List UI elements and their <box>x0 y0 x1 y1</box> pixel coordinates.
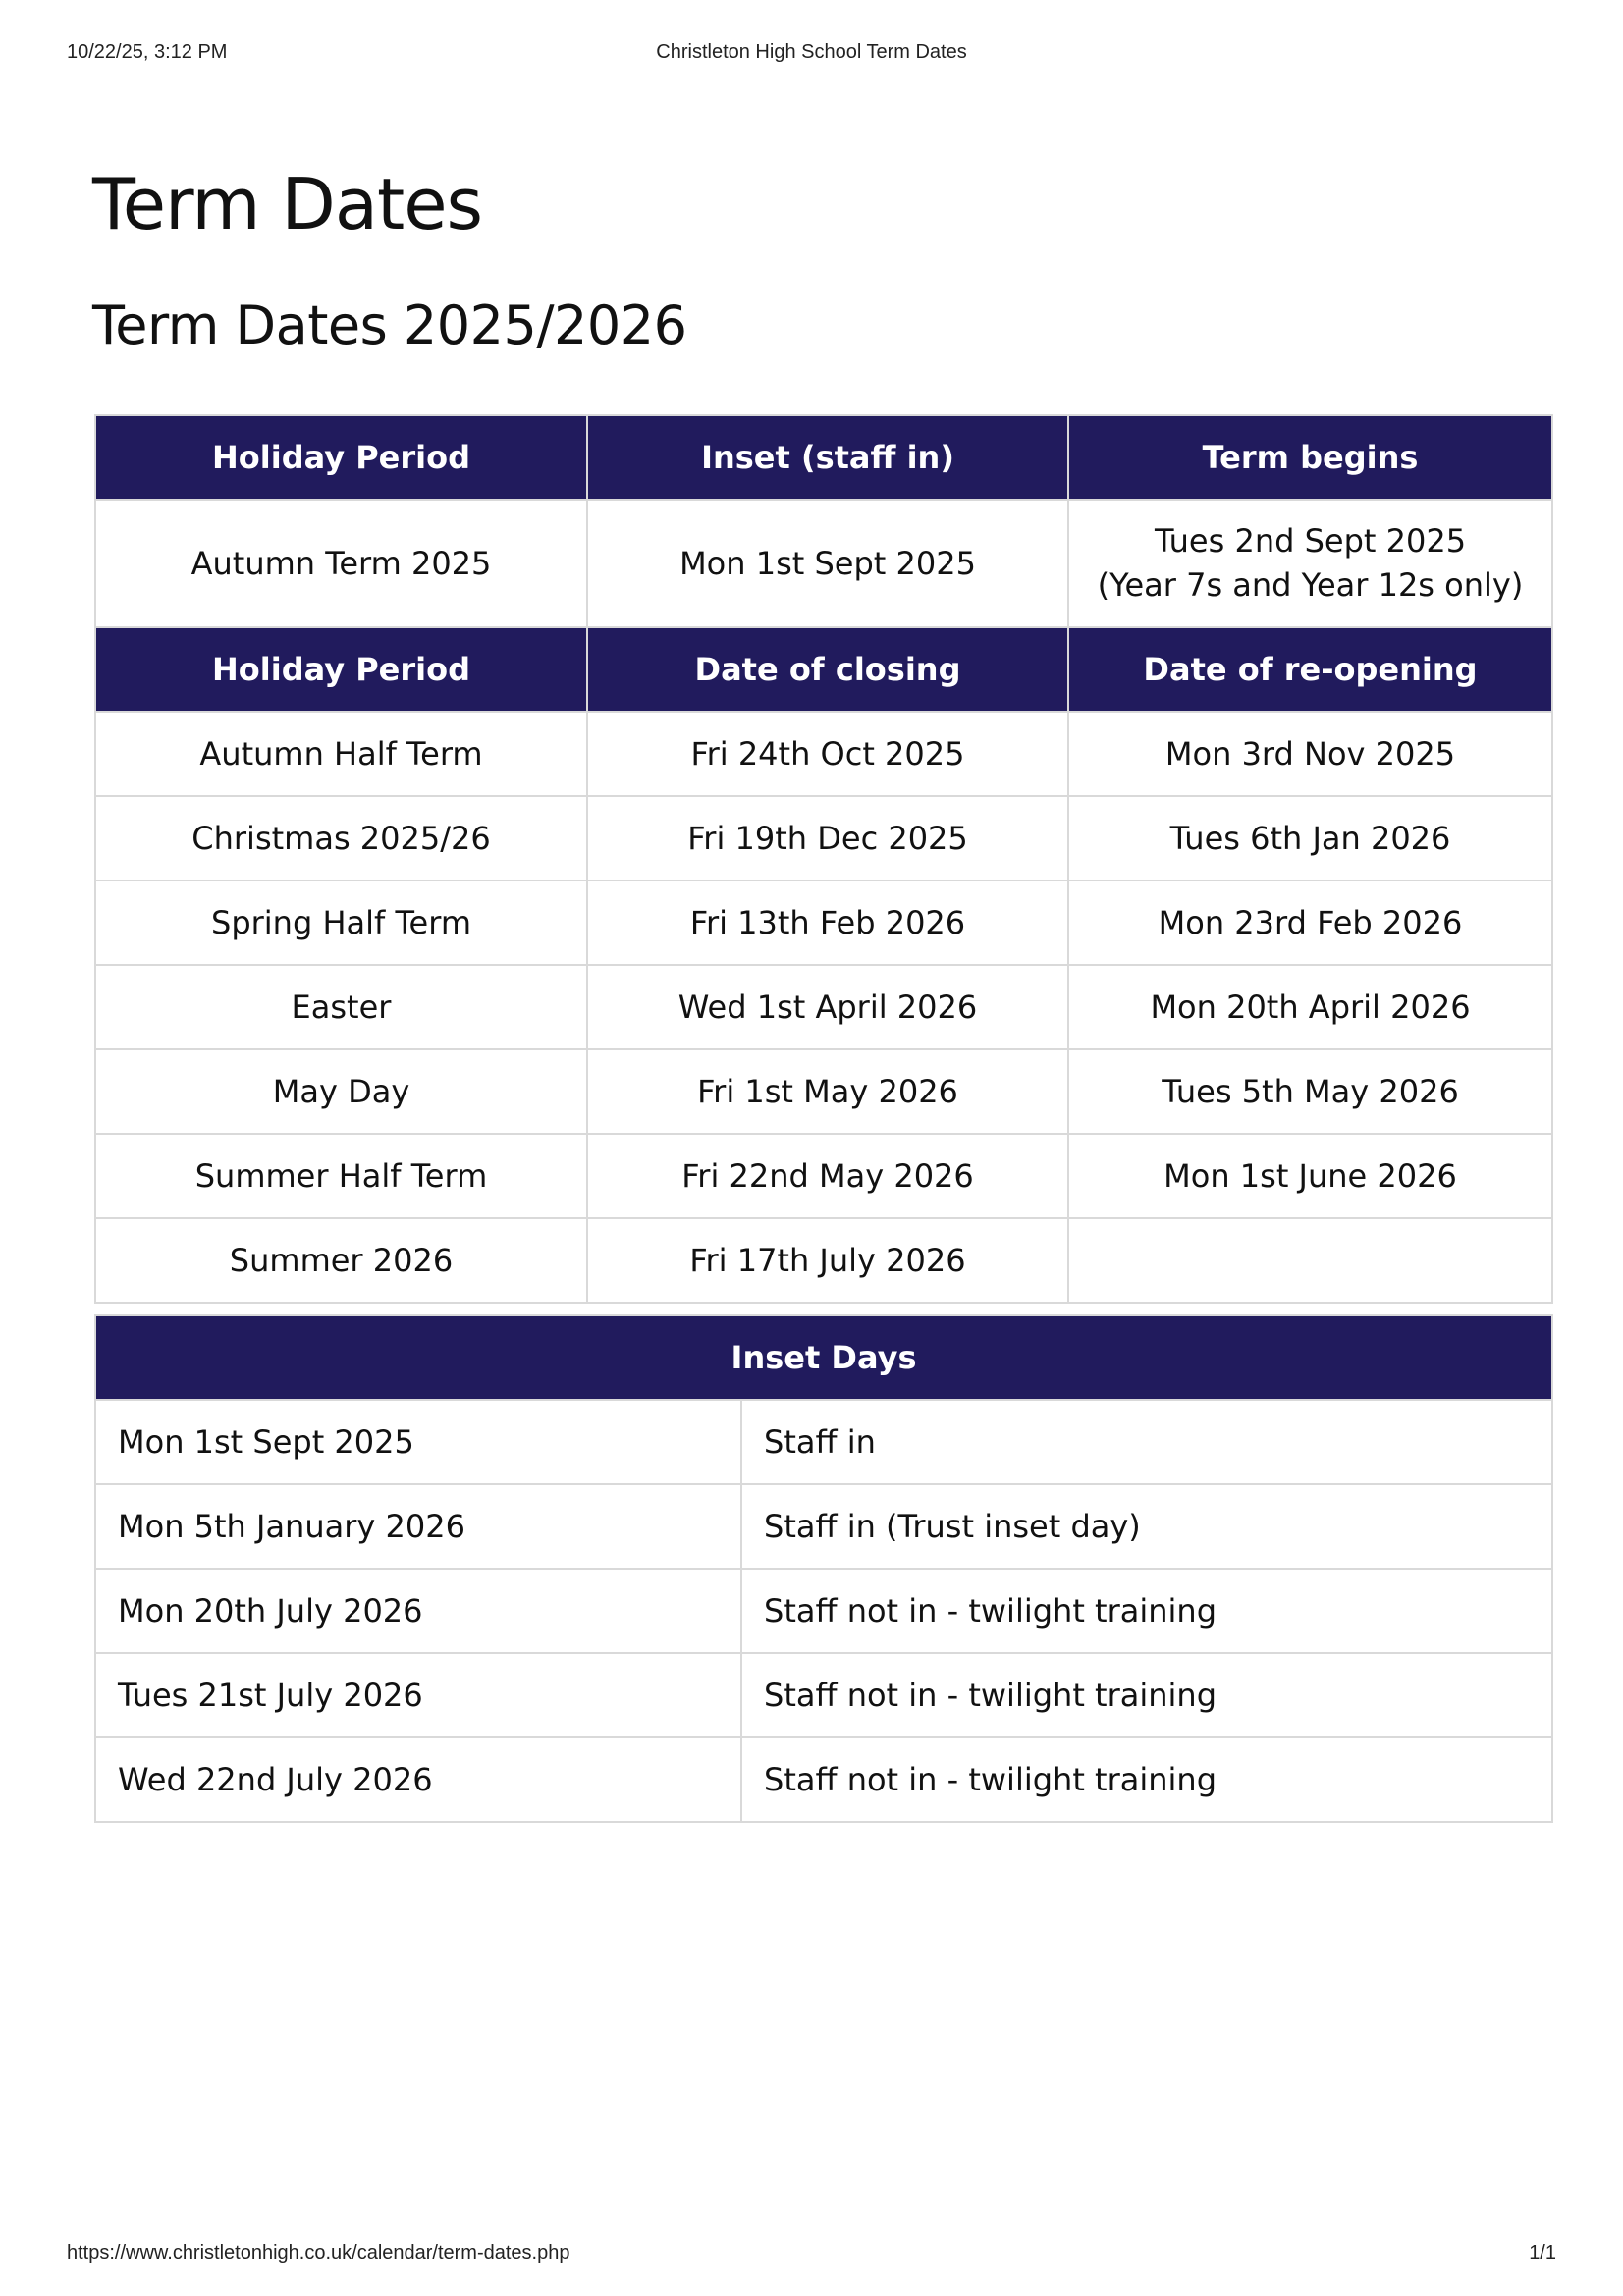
column-header-date-of-closing: Date of closing <box>587 627 1068 712</box>
table-cell-inset-date: Mon 20th July 2026 <box>95 1569 741 1653</box>
table-row <box>95 1737 1552 1822</box>
section-title: Term Dates 2025/2026 <box>92 294 687 356</box>
table-header-row <box>95 627 1552 712</box>
table-cell-period: Summer 2026 <box>95 1218 587 1303</box>
table-cell-inset-date: Tues 21st July 2026 <box>95 1653 741 1737</box>
table-cell-period: May Day <box>95 1049 587 1134</box>
table-cell-period: Spring Half Term <box>95 881 587 965</box>
table-cell-reopening: Mon 1st June 2026 <box>1068 1134 1552 1218</box>
table-row <box>95 712 1552 796</box>
table-cell-inset: Mon 1st Sept 2025 <box>587 500 1068 627</box>
table-cell-inset-note: Staff not in - twilight training <box>741 1653 1552 1737</box>
column-header-inset-staff-in: Inset (staff in) <box>587 415 1068 500</box>
table-cell-closing: Fri 17th July 2026 <box>587 1218 1068 1303</box>
print-datetime: 10/22/25, 3:12 PM <box>67 41 228 63</box>
table-cell-period: Summer Half Term <box>95 1134 587 1218</box>
table-cell-closing: Fri 22nd May 2026 <box>587 1134 1068 1218</box>
table-cell-inset-note: Staff in (Trust inset day) <box>741 1484 1552 1569</box>
table-header-row <box>95 1315 1552 1400</box>
column-header-inset-days: Inset Days <box>95 1315 1552 1400</box>
page-url: https://www.christletonhigh.co.uk/calendar/term-dates.php <box>67 2242 570 2264</box>
table-row <box>95 1218 1552 1303</box>
page-number: 1/1 <box>1529 2242 1556 2264</box>
table-row <box>95 1400 1552 1484</box>
table-row <box>95 796 1552 881</box>
table-row <box>95 1484 1552 1569</box>
column-header-date-of-reopening: Date of re-opening <box>1068 627 1552 712</box>
table-cell-reopening: Tues 5th May 2026 <box>1068 1049 1552 1134</box>
table-cell-period: Autumn Term 2025 <box>95 500 587 627</box>
term-begins-note: (Year 7s and Year 12s only) <box>1097 566 1524 604</box>
table-cell-closing: Fri 19th Dec 2025 <box>587 796 1068 881</box>
table-row <box>95 1569 1552 1653</box>
table-cell-inset-note: Staff in <box>741 1400 1552 1484</box>
print-header <box>0 41 1623 71</box>
table-cell-closing: Wed 1st April 2026 <box>587 965 1068 1049</box>
column-header-holiday-period: Holiday Period <box>95 415 587 500</box>
table-header-row <box>95 415 1552 500</box>
table-cell-inset-date: Mon 5th January 2026 <box>95 1484 741 1569</box>
column-header-holiday-period: Holiday Period <box>95 627 587 712</box>
print-page-title: Christleton High School Term Dates <box>656 41 967 63</box>
table-row <box>95 500 1552 627</box>
table-row <box>95 1134 1552 1218</box>
table-row <box>95 1049 1552 1134</box>
table-cell-period: Easter <box>95 965 587 1049</box>
page-title: Term Dates <box>92 163 483 245</box>
table-cell-reopening: Mon 3rd Nov 2025 <box>1068 712 1552 796</box>
table-cell-reopening: Tues 6th Jan 2026 <box>1068 796 1552 881</box>
table-cell-period: Christmas 2025/26 <box>95 796 587 881</box>
table-cell-inset-date: Mon 1st Sept 2025 <box>95 1400 741 1484</box>
term-dates-table <box>94 414 1553 1304</box>
table-cell-reopening <box>1068 1218 1552 1303</box>
table-cell-term-begins <box>1068 500 1552 627</box>
column-header-term-begins: Term begins <box>1068 415 1552 500</box>
inset-days-table <box>94 1314 1553 1823</box>
table-cell-period: Autumn Half Term <box>95 712 587 796</box>
table-cell-reopening: Mon 20th April 2026 <box>1068 965 1552 1049</box>
table-row <box>95 881 1552 965</box>
table-cell-inset-note: Staff not in - twilight training <box>741 1569 1552 1653</box>
table-cell-closing: Fri 13th Feb 2026 <box>587 881 1068 965</box>
table-row <box>95 965 1552 1049</box>
term-begins-date: Tues 2nd Sept 2025 <box>1154 522 1467 561</box>
table-cell-inset-date: Wed 22nd July 2026 <box>95 1737 741 1822</box>
table-cell-reopening: Mon 23rd Feb 2026 <box>1068 881 1552 965</box>
print-footer <box>0 2242 1623 2271</box>
table-cell-closing: Fri 24th Oct 2025 <box>587 712 1068 796</box>
table-cell-closing: Fri 1st May 2026 <box>587 1049 1068 1134</box>
table-row <box>95 1653 1552 1737</box>
table-cell-inset-note: Staff not in - twilight training <box>741 1737 1552 1822</box>
